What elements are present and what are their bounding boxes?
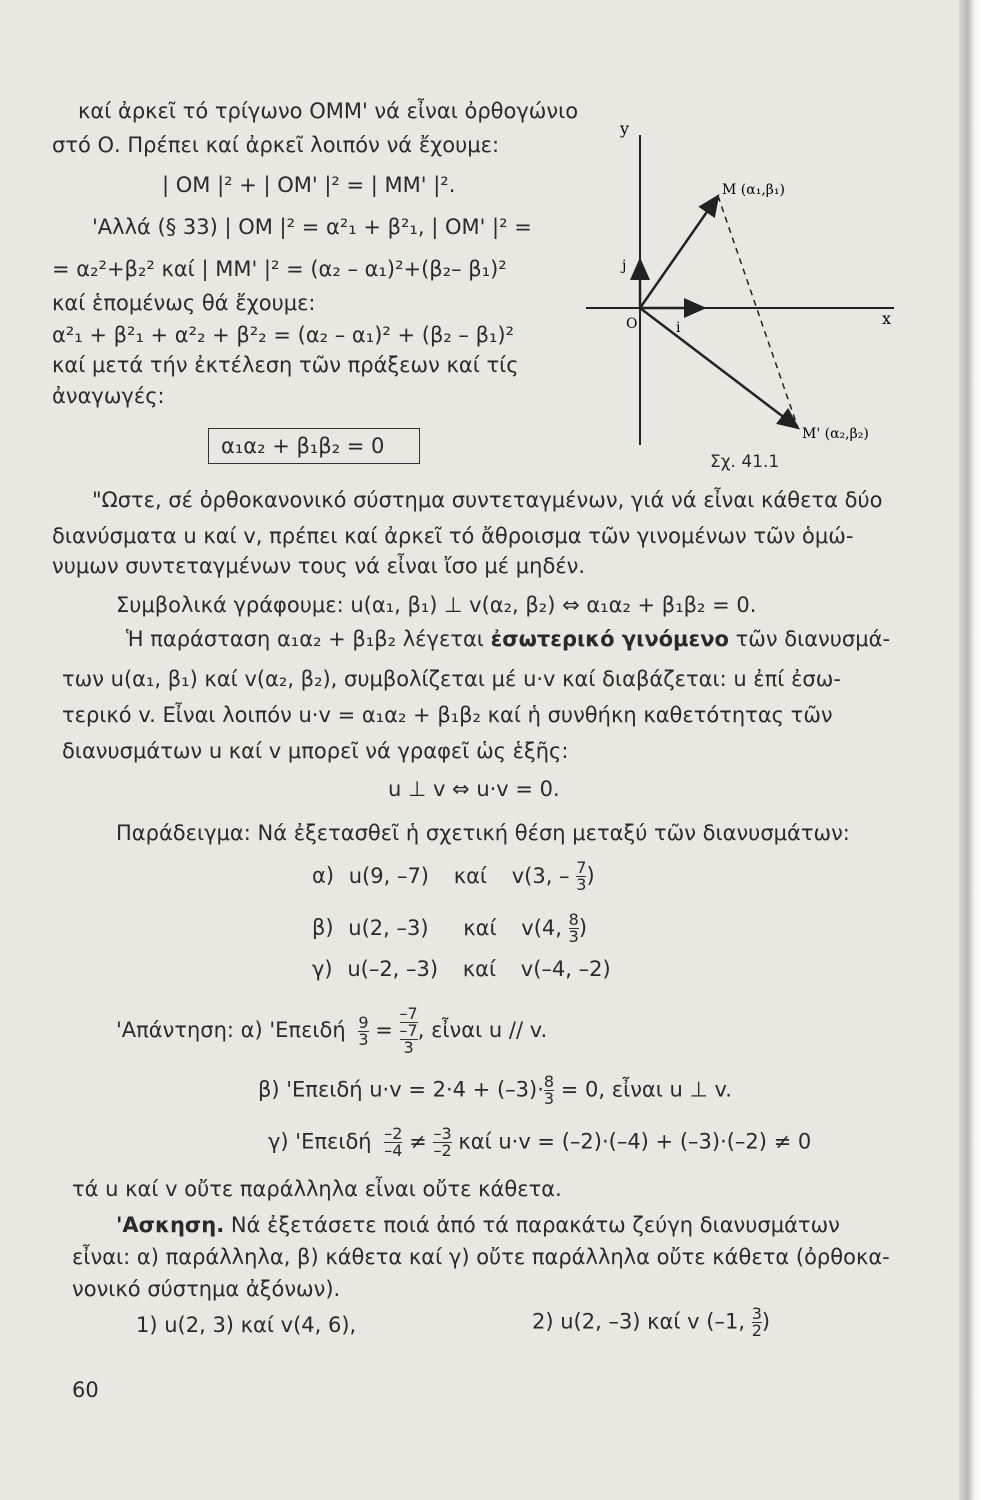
item2-den: 2 bbox=[751, 1321, 762, 1340]
case-a-den: 3 bbox=[576, 875, 587, 894]
case-c-v: v(–4, –2) bbox=[520, 957, 611, 981]
item2-prefix: 2) u(2, –3) καί v (–1, bbox=[532, 1309, 746, 1334]
example-intro: Παράδειγμα: Νά ἐξετασθεῖ ἡ σχετική θέση μεταξύ τῶν διανυσμάτων: bbox=[116, 821, 850, 845]
para2-line-2: των u(α₁, β₁) καί v(α₂, β₂), συμβολίζεται μέ u·v καί διαβάζεται: u ἐπί ἐσω- bbox=[62, 667, 841, 691]
text-line-1: καί ἀρκεῖ τό τρίγωνο ΟΜΜ' νά εἶναι ὀρθογώνιο bbox=[78, 99, 579, 123]
answer-c-n2: –3 bbox=[433, 1124, 452, 1143]
case-b-label: β) bbox=[312, 915, 334, 940]
case-a-v: v(3, – bbox=[511, 863, 570, 888]
text-line-6: καί ἑπομένως θά ἔχουμε: bbox=[52, 291, 316, 315]
answer-c-frac1 bbox=[384, 1126, 402, 1159]
text-line-4: 'Αλλά (§ 33) | OM |² = α²₁ + β²₁, | OM' |² = bbox=[92, 215, 532, 239]
case-b-den: 3 bbox=[568, 927, 579, 946]
exercise-text-1: Νά ἐξετάσετε ποιά ἀπό τά παρακάτω ζεύγη διανυσμάτων bbox=[224, 1213, 840, 1237]
case-a-fraction bbox=[576, 860, 586, 893]
item2-num: 3 bbox=[751, 1304, 762, 1323]
exercise-title: 'Ασκηση. bbox=[116, 1213, 225, 1237]
answer-a-frac1 bbox=[358, 1012, 369, 1049]
case-a-and: καί bbox=[453, 863, 488, 888]
answer-b-prefix: β) 'Επειδή u·v = 2·4 + (–3)· bbox=[258, 1077, 544, 1102]
answer-a-suffix: , εἶναι u // v. bbox=[417, 1018, 548, 1042]
answer-c bbox=[268, 1126, 811, 1159]
case-b-u: u(2, –3) bbox=[348, 915, 429, 940]
answer-a-d2-den: 3 bbox=[403, 1038, 414, 1057]
para2-post: τῶν διανυσμά- bbox=[728, 627, 891, 651]
case-c-u: u(–2, –3) bbox=[347, 957, 439, 981]
para2-line-4: διανυσμάτων u καί v μπορεῖ νά γραφεῖ ὡς ἑξῆς: bbox=[62, 739, 569, 763]
answer-a-eq: = bbox=[375, 1018, 393, 1042]
case-a-label: α) bbox=[312, 863, 335, 888]
case-b-fraction bbox=[569, 912, 579, 945]
label-o: O bbox=[626, 316, 638, 332]
answer-a-n1: 9 bbox=[358, 1012, 369, 1032]
answer-a-d2-num: –7 bbox=[399, 1021, 418, 1040]
segment-mm-prime bbox=[718, 196, 798, 428]
label-j: j bbox=[622, 258, 627, 274]
text-line-7: α²₁ + β²₁ + α²₂ + β²₂ = (α₂ – α₁)² + (β₂ – β₁)² bbox=[52, 323, 515, 347]
exercise-line-1 bbox=[116, 1212, 840, 1238]
answer-c-line-2: τά u καί v οὔτε παράλληλα εἶναι οὔτε κάθετα. bbox=[72, 1177, 562, 1201]
case-a-num: 7 bbox=[576, 858, 587, 877]
answer-a-n2: –7 bbox=[399, 1004, 418, 1023]
boxed-formula: α₁α₂ + β₁β₂ = 0 bbox=[208, 428, 420, 464]
example-case-a bbox=[312, 860, 595, 893]
case-c-and: καί bbox=[462, 957, 497, 981]
answer-c-d2: –2 bbox=[433, 1141, 452, 1160]
item2-fraction bbox=[752, 1306, 762, 1339]
vector-om-prime bbox=[640, 308, 798, 428]
answer-c-suffix: καί u·v = (–2)·(–4) + (–3)·(–2) ≠ 0 bbox=[458, 1129, 812, 1154]
answer-c-neq: ≠ bbox=[409, 1129, 427, 1154]
label-i: i bbox=[676, 320, 681, 336]
label-x: x bbox=[882, 309, 892, 328]
para1-line-3: νυμων συντεταγμένων τους νά εἶναι ἴσο μέ μηδέν. bbox=[52, 554, 586, 578]
para2-line-1 bbox=[126, 626, 890, 652]
answer-c-frac2 bbox=[433, 1126, 451, 1159]
perp-formula: u ⊥ v ⇔ u·v = 0. bbox=[388, 777, 560, 801]
case-c-label: γ) bbox=[312, 957, 333, 981]
text-line-8: καί μετά τήν ἐκτέλεση τῶν πράξεων καί τίς bbox=[52, 353, 519, 377]
para2-line-3: τερικό v. Εἶναι λοιπόν u·v = α₁α₂ + β₁β₂ καί ἡ συνθήκη καθετότητας τῶν bbox=[62, 703, 833, 727]
case-b-close: ) bbox=[578, 915, 588, 940]
answer-b-suffix: = 0, εἶναι u ⊥ v. bbox=[560, 1077, 732, 1102]
answer-b-den: 3 bbox=[543, 1089, 555, 1108]
exercise-item-1: 1) u(2, 3) καί v(4, 6), bbox=[136, 1313, 357, 1337]
exercise-line-2: εἶναι: α) παράλληλα, β) κάθετα καί γ) οὔτε παράλληλα οὔτε κάθετα (ὀρθοκα- bbox=[72, 1245, 890, 1269]
text-line-5: = α₂²+β₂² καί | MM' |² = (α₂ – α₁)²+(β₂– β₁)² bbox=[52, 257, 507, 281]
text-line-9: ἀναγωγές: bbox=[52, 384, 165, 408]
label-y: y bbox=[620, 119, 630, 138]
answer-b bbox=[258, 1074, 732, 1107]
answer-b-num: 8 bbox=[543, 1072, 555, 1091]
page-edge bbox=[959, 0, 981, 1500]
answer-a-prefix: 'Απάντηση: α) 'Επειδή bbox=[116, 1018, 346, 1042]
para2-pre: Ἡ παράσταση α₁α₂ + β₁β₂ λέγεται bbox=[126, 627, 491, 651]
answer-a-d1: 3 bbox=[358, 1029, 369, 1049]
example-case-b bbox=[312, 912, 587, 945]
case-a-close: ) bbox=[586, 863, 595, 888]
case-b-num: 8 bbox=[568, 910, 579, 929]
answer-a-frac2 bbox=[400, 1006, 418, 1056]
example-case-c bbox=[312, 956, 611, 982]
answer-a bbox=[116, 1006, 547, 1056]
case-b-and: καί bbox=[463, 915, 497, 940]
page-number: 60 bbox=[72, 1378, 99, 1402]
case-b-v: v(4, bbox=[521, 915, 569, 940]
figure-caption: Σχ. 41.1 bbox=[710, 452, 780, 472]
answer-b-frac bbox=[544, 1074, 554, 1107]
inner-product-term: ἐσωτερικό γινόμενο bbox=[490, 627, 729, 651]
para1-line-1: "Ωστε, σέ ὀρθοκανονικό σύστημα συντεταγμένων, γιά νά εἶναι κάθετα δύο bbox=[92, 488, 883, 512]
vector-om bbox=[640, 196, 718, 308]
label-m: M (α₁,β₁) bbox=[722, 182, 785, 198]
item2-close: ) bbox=[761, 1309, 771, 1334]
label-m-prime: M' (α₂,β₂) bbox=[802, 426, 869, 442]
exercise-line-3: νονικό σύστημα ἀξόνων). bbox=[72, 1277, 341, 1301]
text-line-2: στό Ο. Πρέπει καί ἀρκεῖ λοιπόν νά ἔχουμε: bbox=[52, 133, 500, 157]
exercise-item-2 bbox=[532, 1306, 770, 1339]
case-a-u: u(9, –7) bbox=[348, 863, 430, 888]
symbolic-line: Συμβολικά γράφουμε: u(α₁, β₁) ⊥ v(α₂, β₂) ⇔ α₁α₂ + β₁β₂ = 0. bbox=[116, 593, 757, 617]
text-line-3: | OM |² + | OM' |² = | MM' |². bbox=[162, 173, 456, 197]
figure-axes bbox=[576, 110, 906, 470]
answer-c-prefix: γ) 'Επειδή bbox=[268, 1129, 372, 1154]
answer-c-d1: –4 bbox=[384, 1141, 403, 1160]
para1-line-2: διανύσματα u καί v, πρέπει καί ἀρκεῖ τό ἄθροισμα τῶν γινομένων τῶν ὁμώ- bbox=[52, 524, 854, 548]
answer-c-n1: –2 bbox=[384, 1124, 403, 1143]
